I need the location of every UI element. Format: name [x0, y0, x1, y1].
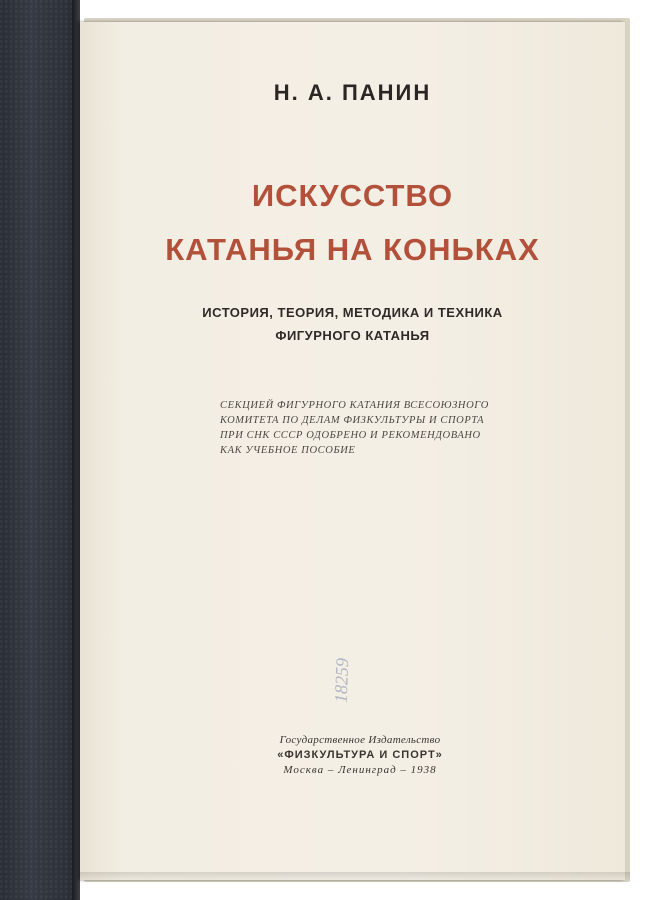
approval-line-1: СЕКЦИЕЙ ФИГУРНОГО КАТАНИЯ ВСЕСОЮЗНОГО	[220, 400, 489, 411]
publisher-line-2: «ФИЗКУЛЬТУРА И СПОРТ»	[277, 749, 443, 761]
inventory-stamp: 18259	[330, 657, 353, 704]
approval-line-2: КОМИТЕТА ПО ДЕЛАМ ФИЗКУЛЬТУРЫ И СПОРТА	[220, 415, 485, 426]
subtitle-line-2: ФИГУРНОГО КАТАНЬЯ	[275, 328, 430, 343]
book-title-line-1: ИСКУССТВО	[251, 178, 454, 213]
author-name: Н. А. ПАНИН	[273, 80, 432, 105]
book-cover-spine	[0, 0, 80, 900]
publisher-block	[260, 734, 460, 776]
title-page	[80, 22, 625, 880]
approval-note	[220, 398, 520, 458]
publisher-line-3: Москва – Ленинград – 1938	[283, 764, 437, 776]
publisher-line-1: Государственное Издательство	[279, 734, 441, 746]
approval-line-4: КАК УЧЕБНОЕ ПОСОБИЕ	[220, 445, 356, 456]
approval-line-3: ПРИ СНК СССР ОДОБРЕНО И РЕКОМЕНДОВАНО	[220, 430, 481, 441]
page-shadow	[80, 872, 630, 882]
subtitle-line-1: ИСТОРИЯ, ТЕОРИЯ, МЕТОДИКА И ТЕХНИКА	[202, 305, 503, 320]
cover-edge	[72, 0, 80, 900]
book-title-line-2: КАТАНЬЯ НА КОНЬКАХ	[165, 232, 540, 267]
